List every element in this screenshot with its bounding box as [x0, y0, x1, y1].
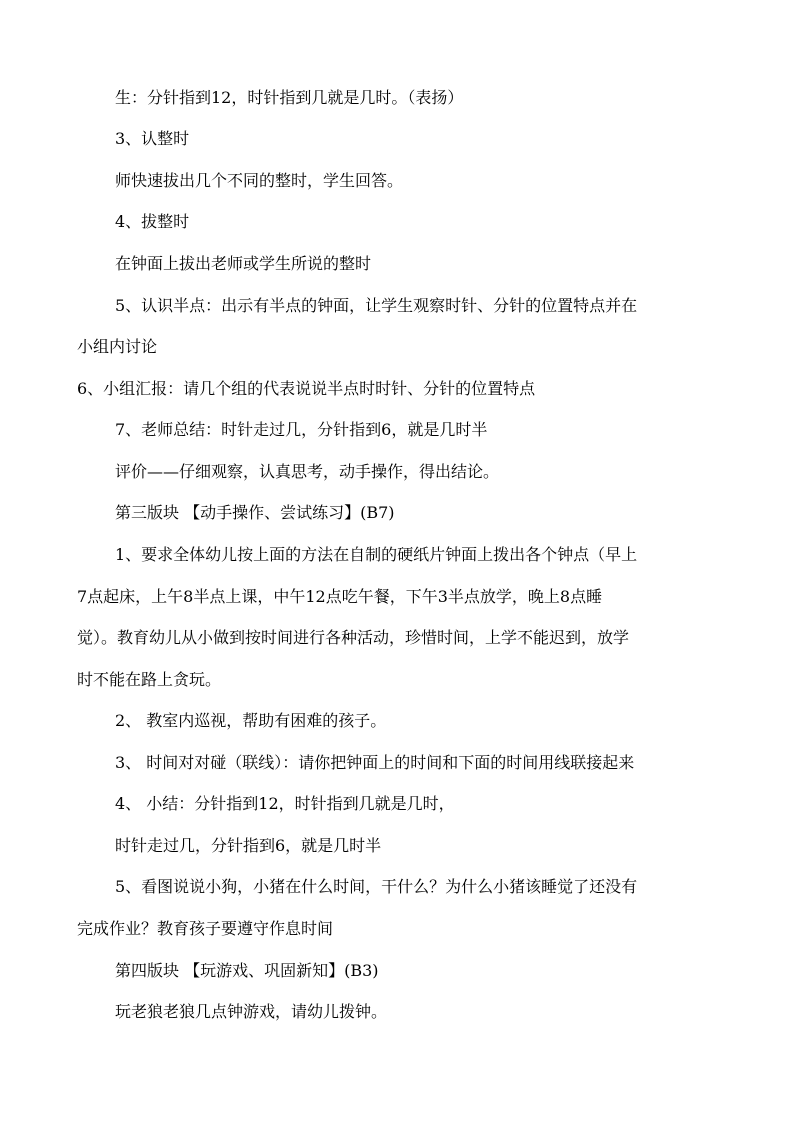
text-line-1: 生：分针指到12，时针指到几就是几时。（表扬） [115, 88, 464, 107]
text-line-2: 3、认整时 [115, 129, 190, 148]
section-heading-3: 第三版块 【动手操作、尝试练习】(B7) [115, 503, 395, 522]
text-line-14: 觉）。教育幼儿从小做到按时间进行各种活动，珍惜时间，上学不能迟到，放学 [77, 628, 630, 647]
text-line-18: 4、 小结：分针指到12，时针指到几就是几时， [115, 794, 455, 813]
text-line-23: 玩老狼老狼几点钟游戏，请幼儿拨钟。 [115, 1002, 388, 1021]
text-line-8: 6、小组汇报：请几个组的代表说说半点时时针、分针的位置特点 [77, 379, 536, 398]
text-line-12: 1、要求全体幼儿按上面的方法在自制的硬纸片钟面上拨出各个钟点（早上 [115, 545, 638, 564]
text-line-4: 4、拔整时 [115, 212, 190, 231]
text-line-16: 2、 教室内巡视，帮助有困难的孩子。 [115, 711, 387, 730]
text-line-7: 小组内讨论 [77, 337, 158, 356]
text-line-15: 时不能在路上贪玩。 [77, 670, 222, 689]
text-line-19: 时针走过几，分针指到6，就是几时半 [115, 836, 382, 855]
text-line-13: 7点起床，上午8半点上课，中午12点吃午餐，下午3半点放学，晚上8点睡 [77, 587, 603, 606]
text-line-20: 5、看图说说小狗，小猪在什么时间，干什么？为什么小猪该睡觉了还没有 [115, 877, 638, 896]
text-line-17: 3、 时间对对碰（联线）：请你把钟面上的时间和下面的时间用线联接起来 [115, 753, 635, 772]
text-line-6: 5、认识半点：出示有半点的钟面，让学生观察时针、分针的位置特点并在 [115, 296, 638, 315]
text-line-10: 评价——仔细观察，认真思考，动手操作，得出结论。 [115, 462, 500, 481]
section-heading-4: 第四版块 【玩游戏、巩固新知】(B3) [115, 961, 379, 980]
text-line-5: 在钟面上拔出老师或学生所说的整时 [115, 254, 372, 273]
text-line-21: 完成作业？教育孩子要遵守作息时间 [77, 919, 334, 938]
text-line-9: 7、老师总结：时针走过几，分针指到6，就是几时半 [115, 420, 488, 439]
text-line-3: 师快速拔出几个不同的整时，学生回答。 [115, 171, 404, 190]
